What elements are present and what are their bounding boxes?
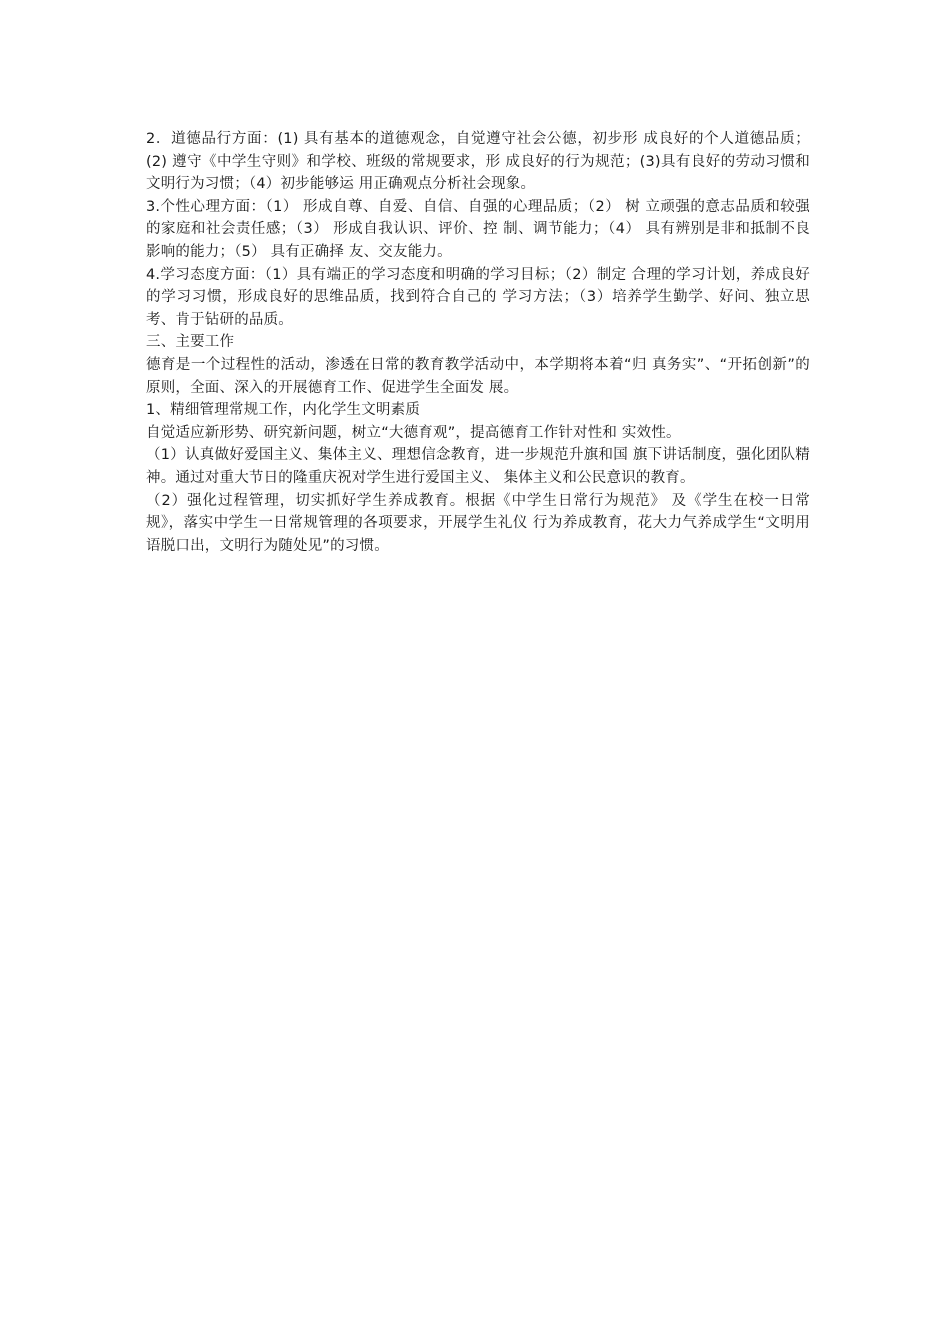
paragraph-adapt-new-situation: 自觉适应新形势、研究新问题，树立“大德育观”，提高德育工作针对性和 实效性。: [146, 424, 681, 441]
paragraph-item-2-process-management: （2）强化过程管理，切实抓好学生养成教育。根据《中学生日常行为规范》 及《学生在校一日常规》，落实中学生一日常规管理的各项要求，开展学生礼仪 行为养成教育，花大力气养成学生“文明用语脱口出，文明行为随处见”的习惯。: [146, 492, 810, 554]
paragraph-moral-education-intro: 德育是一个过程性的活动，渗透在日常的教育教学活动中，本学期将本着“归 真务实”、“开拓创新”的原则，全面、深入的开展德育工作、促进学生全面发 展。: [146, 356, 810, 396]
subheading-routine-management: 1、精细管理常规工作，内化学生文明素质: [146, 402, 421, 419]
paragraph-moral-conduct: 2．道德品行方面：(1) 具有基本的道德观念，自觉遵守社会公德，初步形 成良好的个人道德品质；(2) 遵守《中学生守则》和学校、班级的常规要求，形 成良好的行为规范；(3)具有良好的劳动习惯和文明行为习惯；（4）初步能够运 用正确观点分析社会现象。: [146, 131, 810, 193]
paragraph-personality-psychology: 3.个性心理方面：（1） 形成自尊、自爱、自信、自强的心理品质；（2） 树 立顽强的意志品质和较强的家庭和社会责任感；（3） 形成自我认识、评价、控 制、调节能力；（4） 具有辨别是非和抵制不良影响的能力；（5） 具有正确择 友、交友能力。: [146, 198, 810, 260]
document-body: [146, 128, 810, 557]
section-heading-main-work: 三、主要工作: [146, 334, 235, 351]
paragraph-item-1-patriotism: （1）认真做好爱国主义、集体主义、理想信念教育，进一步规范升旗和国 旗下讲话制度，强化团队精神。通过对重大节日的隆重庆祝对学生进行爱国主义、 集体主义和公民意识的教育。: [146, 447, 810, 486]
paragraph-learning-attitude: 4.学习态度方面：（1）具有端正的学习态度和明确的学习目标；（2）制定 合理的学习计划，养成良好的学习习惯，形成良好的思维品质，找到符合自己的 学习方法；（3）培养学生勤学、好问、独立思考、肯于钻研的品质。: [146, 266, 810, 328]
